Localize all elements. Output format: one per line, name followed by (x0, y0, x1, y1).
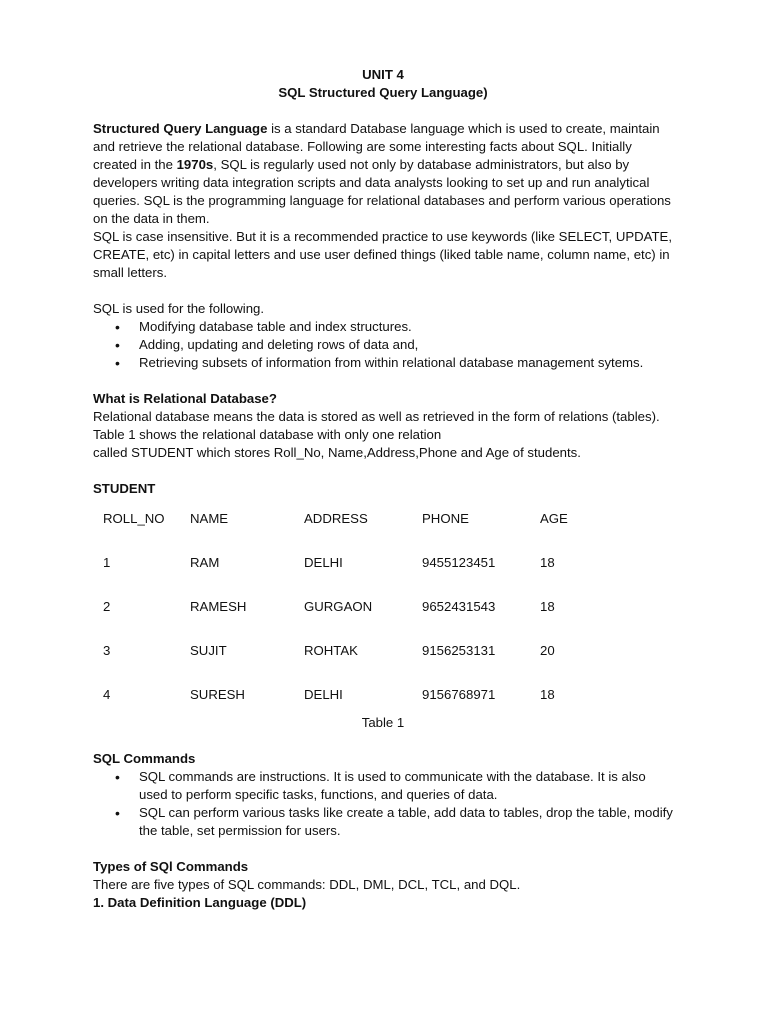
column-header: ROLL_NO (103, 511, 165, 526)
table-cell: 2 (103, 599, 111, 614)
intro-text-part1: is a standard Database language which is used to create, maintain and retrieve the relational database. Following are some interesting facts about SQL. Initially created in the (93, 121, 660, 172)
student-table (103, 510, 600, 730)
column-header: NAME (190, 511, 229, 526)
table-header-row (103, 510, 600, 554)
unit-label: UNIT 4 (362, 67, 404, 82)
column-header: ADDRESS (304, 511, 368, 526)
case-note-paragraph: SQL is case insensitive. But it is a recommended practice to use keywords (like SELECT, UPDATE, CREATE, etc) in capital letters and use user defined things (liked table name, column name, etc) in small letters. (93, 229, 673, 280)
types-heading: Types of SQl Commands (93, 859, 249, 874)
intro-year: 1970s (176, 157, 214, 172)
table-cell: GURGAON (304, 599, 373, 614)
table-cell: 9156253131 (422, 643, 496, 658)
column-header: PHONE (422, 511, 469, 526)
uses-lead: SQL is used for the following. (93, 301, 265, 316)
table-cell: 9652431543 (422, 599, 496, 614)
table-row (103, 554, 600, 598)
relational-paragraph-1: Relational database means the data is stored as well as retrieved in the form of relations (tables). Table 1 shows the relational database with only one relation (93, 409, 660, 442)
table-cell: 9156768971 (422, 687, 496, 702)
table-cell: 9455123451 (422, 555, 496, 570)
list-item: • SQL can perform various tasks like create a table, add data to tables, drop the table, modify the table, set permission for users. (139, 804, 673, 840)
table-cell: 3 (103, 643, 111, 658)
list-item: • Adding, updating and deleting rows of data and, (139, 336, 673, 354)
ddl-heading: 1. Data Definition Language (DDL) (93, 895, 307, 910)
table-cell: 1 (103, 555, 111, 570)
table-cell: ROHTAK (304, 643, 358, 658)
table-cell: RAM (190, 555, 220, 570)
commands-list (93, 768, 673, 840)
table-cell: 18 (540, 555, 555, 570)
table-caption: Table 1 (361, 715, 405, 730)
table-row (103, 642, 600, 686)
intro-term: Structured Query Language (93, 121, 268, 136)
table-cell: 4 (103, 687, 111, 702)
list-item: • Modifying database table and index structures. (139, 318, 673, 336)
intro-paragraph (93, 120, 673, 228)
uses-list (93, 318, 673, 372)
table-cell: 18 (540, 687, 555, 702)
table-cell: SUJIT (190, 643, 227, 658)
table-cell: 20 (540, 643, 555, 658)
types-paragraph: There are five types of SQL commands: DDL, DML, DCL, TCL, and DQL. (93, 877, 521, 892)
table-cell: 18 (540, 599, 555, 614)
relational-heading: What is Relational Database? (93, 391, 277, 406)
table-title: STUDENT (93, 481, 156, 496)
list-item: • Retrieving subsets of information from within relational database management sytems. (139, 354, 673, 372)
document-heading (93, 66, 673, 102)
table-cell: DELHI (304, 555, 343, 570)
commands-heading: SQL Commands (93, 751, 196, 766)
table-cell: SURESH (190, 687, 245, 702)
intro-text-part2: , SQL is regularly used not only by database administrators, but also by developers writing data integration scripts and data analysts looking to set up and run analytical queries. SQL is the programming language for relational databases and perform various operations on the data in them. (93, 157, 671, 226)
document-body (93, 66, 673, 912)
table-cell: RAMESH (190, 599, 247, 614)
table-cell: DELHI (304, 687, 343, 702)
relational-paragraph-2: called STUDENT which stores Roll_No, Name,Address,Phone and Age of students. (93, 445, 581, 460)
column-header: AGE (540, 511, 568, 526)
list-item: • SQL commands are instructions. It is used to communicate with the database. It is also used to perform specific tasks, functions, and queries of data. (139, 768, 673, 804)
page-title: SQL Structured Query Language) (278, 85, 488, 100)
table-row (103, 598, 600, 642)
